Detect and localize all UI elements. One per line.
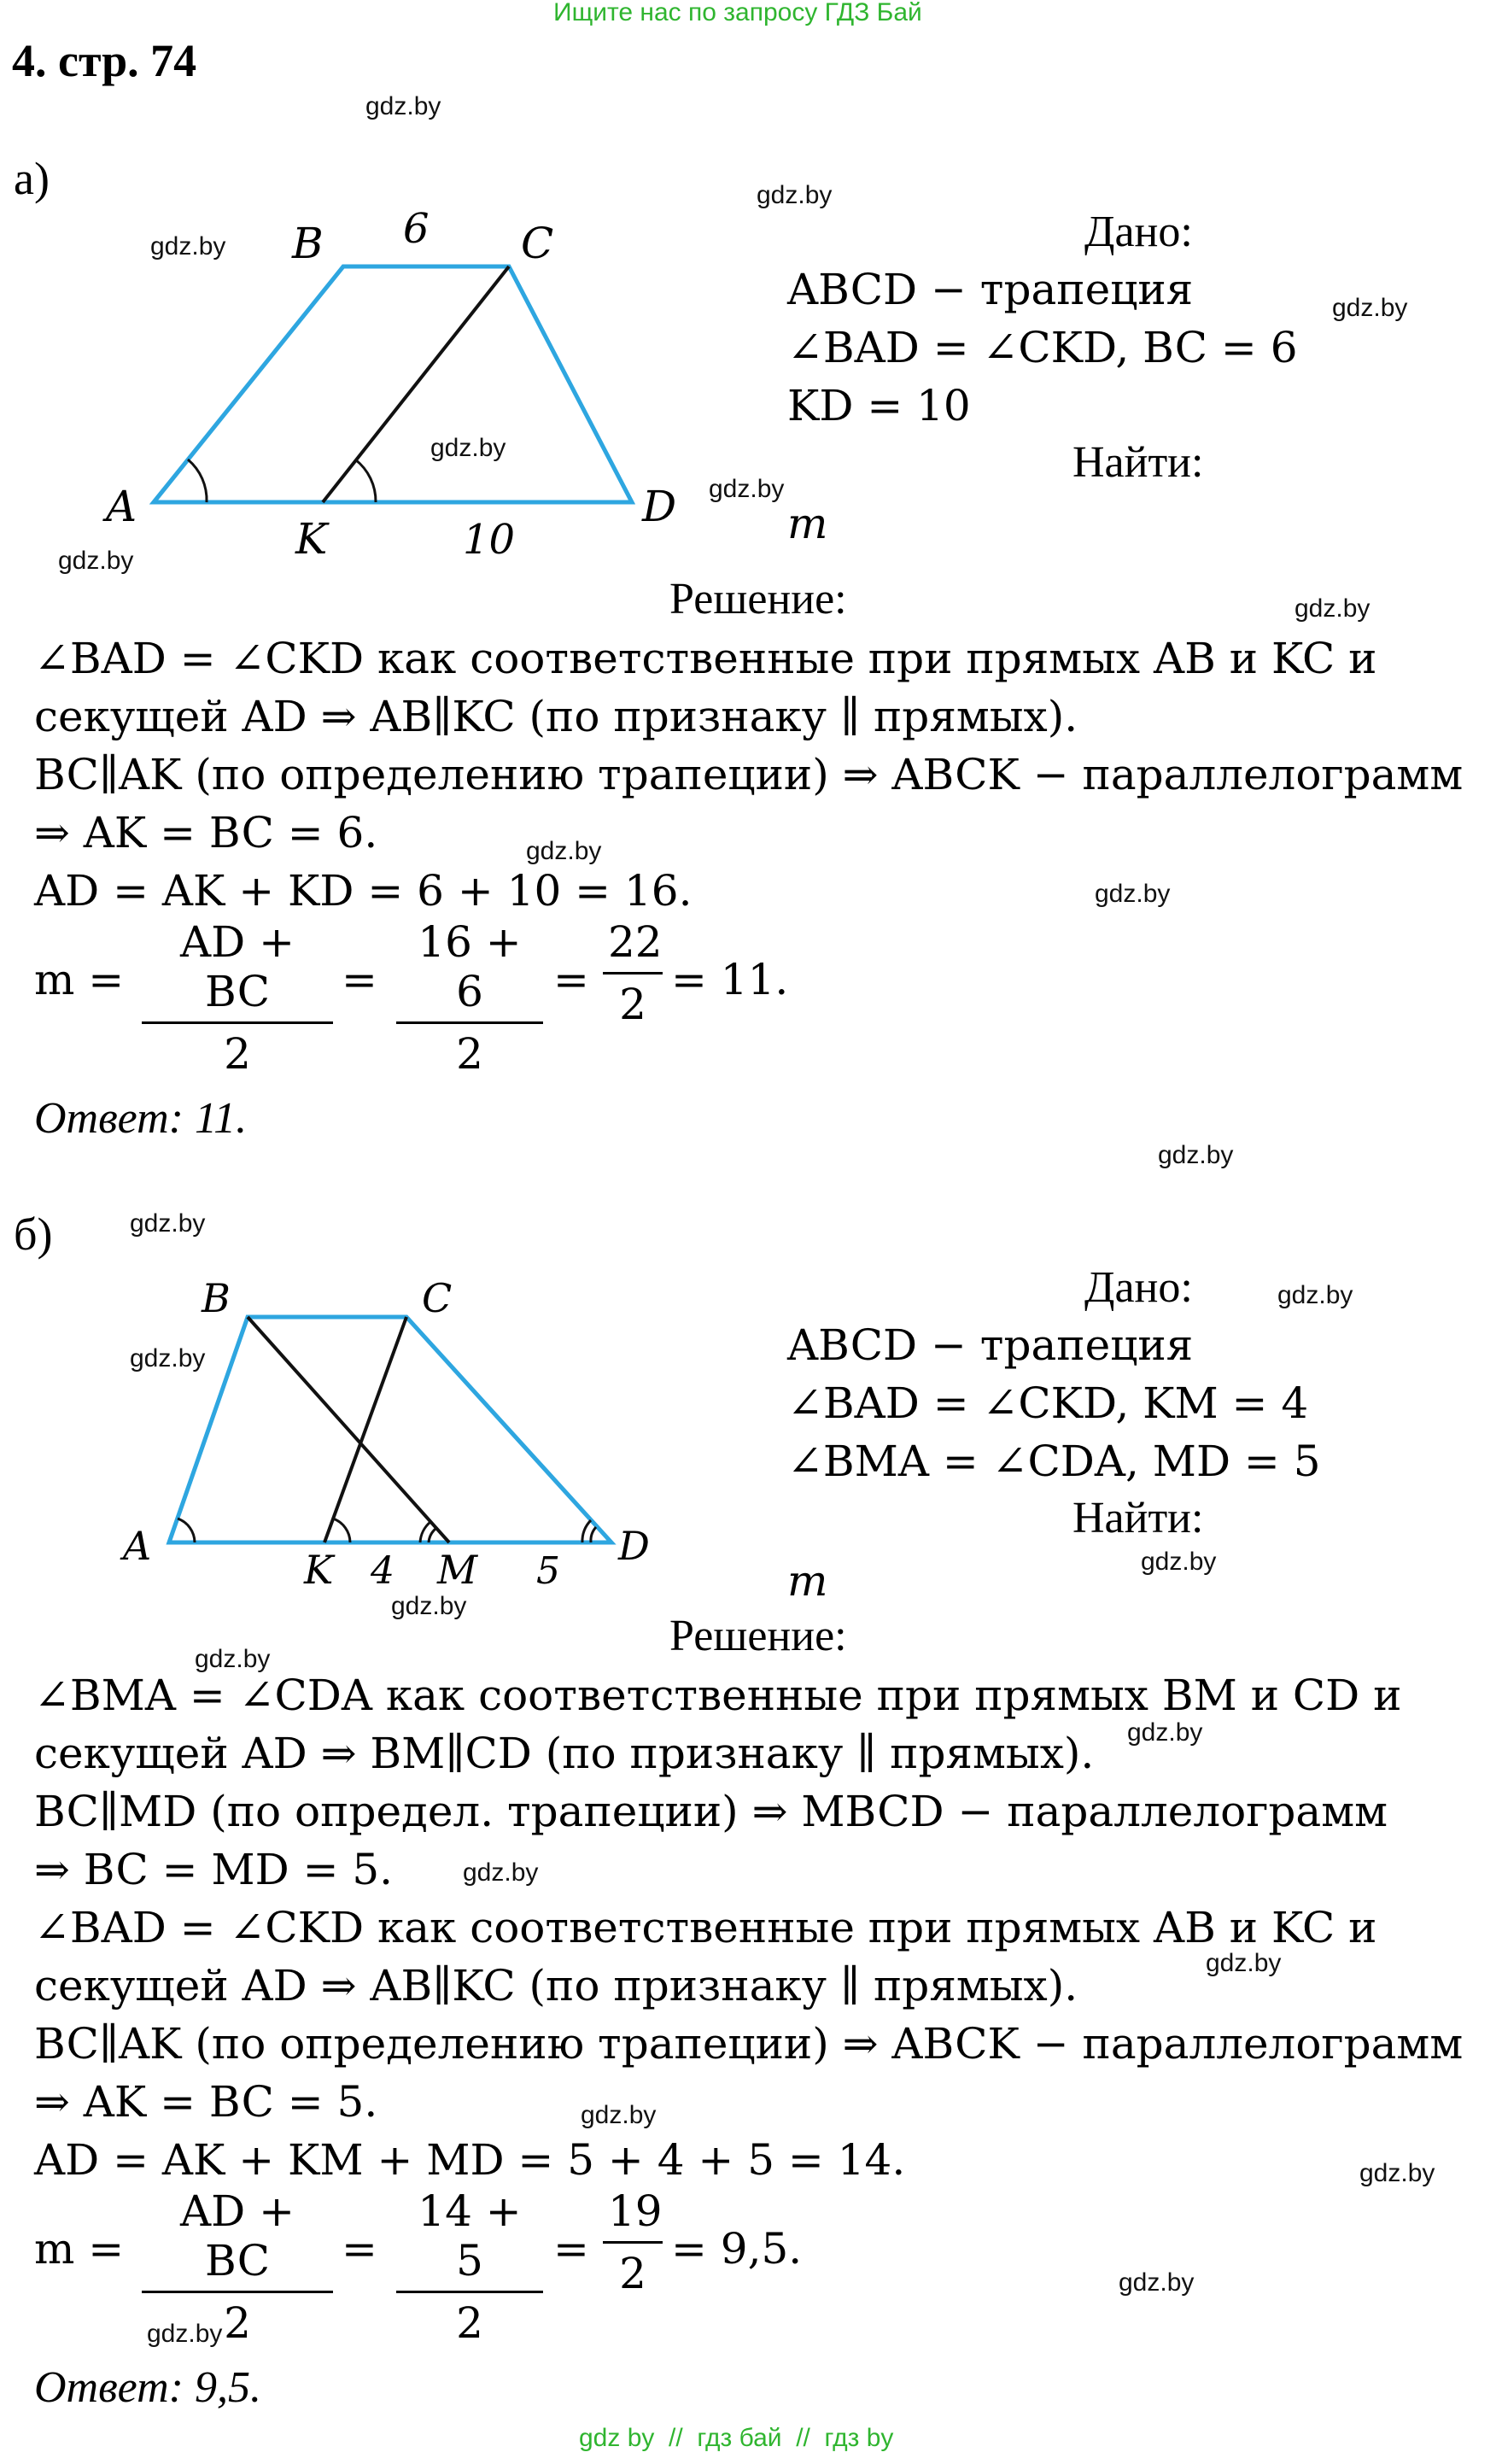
part-b-label: б): [14, 1209, 53, 1260]
solution-line: ⇒ AK = BC = 5.: [34, 2077, 378, 2127]
watermark: gdz.by: [1095, 880, 1171, 908]
watermark: gdz.by: [391, 1592, 467, 1620]
watermark: gdz.by: [1127, 1718, 1203, 1747]
watermark: gdz.by: [58, 547, 134, 575]
fraction-numerator: 19: [603, 2186, 663, 2244]
equals-sign: =: [553, 955, 589, 1004]
fraction-numerator: 16 + 6: [396, 917, 543, 1024]
watermark: gdz.by: [1277, 1281, 1353, 1309]
equals-sign: =: [342, 955, 377, 1004]
solution-line: ∠BAD = ∠CKD как соответственные при прямых AB и KC и: [34, 1903, 1377, 1952]
fraction-numerator: AD + BC: [142, 917, 333, 1024]
solution-line: секущей AD ⇒ AB∥KC (по признаку ∥ прямых).: [34, 692, 1078, 741]
find-header: Найти:: [1072, 1494, 1204, 1542]
watermark: gdz.by: [430, 434, 506, 462]
watermark: gdz.by: [463, 1858, 539, 1887]
solution-line: секущей AD ⇒ BM∥CD (по признаку ∥ прямых).: [34, 1729, 1095, 1778]
solution-line: секущей AD ⇒ AB∥KC (по признаку ∥ прямых).: [34, 1961, 1078, 2010]
given-line: ABCD − трапеция: [787, 1320, 1194, 1370]
formula-result: = 11.: [671, 955, 789, 1004]
watermark: gdz.by: [1332, 294, 1408, 322]
given-line: ∠BAD = ∠CKD, KM = 4: [787, 1378, 1309, 1428]
fraction-denominator: 2: [456, 1029, 483, 1079]
part-b-figure: [116, 1273, 671, 1597]
given-line: ABCD − трапеция: [787, 265, 1194, 314]
fraction: [396, 2186, 543, 2348]
vertex-k-label: K: [304, 1547, 334, 1593]
watermark: gdz.by: [581, 2101, 657, 2129]
watermark: gdz.by: [757, 181, 833, 209]
solution-line: BC∥MD (по определ. трапеции) ⇒ MBCD − параллелограмм: [34, 1787, 1388, 1836]
watermark: gdz.by: [709, 475, 785, 503]
fraction-denominator: 2: [224, 2298, 251, 2348]
part-a-label: а): [14, 153, 50, 204]
watermark: gdz.by: [526, 837, 602, 865]
watermark: gdz.by: [130, 1209, 206, 1238]
fraction-denominator: 2: [619, 2249, 646, 2298]
watermark: gdz.by: [365, 92, 441, 120]
fraction: [396, 917, 543, 1079]
vertex-a-label: A: [106, 482, 137, 531]
top-banner[interactable]: Ищите нас по запросу ГДЗ Бай: [553, 0, 922, 26]
given-line: ∠BMA = ∠CDA, MD = 5: [787, 1437, 1321, 1486]
part-a-figure: [94, 205, 692, 572]
given-header: Дано:: [1084, 1263, 1193, 1312]
fraction: [603, 2186, 663, 2298]
formula-m: m =: [34, 955, 125, 1004]
solution-line: AD = AK + KD = 6 + 10 = 16.: [34, 866, 693, 916]
vertex-k-label: K: [295, 514, 328, 564]
vertex-b-label: B: [292, 219, 324, 268]
vertex-c-label: C: [422, 1275, 453, 1321]
equals-sign: =: [342, 2224, 377, 2274]
vertex-a-label: A: [123, 1523, 152, 1569]
solution-line: ⇒ AK = BC = 6.: [34, 808, 378, 857]
solution-line: ⇒ BC = MD = 5.: [34, 1845, 394, 1894]
equals-sign: =: [553, 2224, 589, 2274]
vertex-d-label: D: [618, 1523, 650, 1569]
watermark: gdz.by: [195, 1645, 271, 1673]
fraction-denominator: 2: [456, 2298, 483, 2348]
watermark: gdz.by: [130, 1344, 206, 1372]
exercise-title: 4. стр. 74: [12, 35, 197, 86]
watermark: gdz.by: [1141, 1548, 1217, 1576]
given-line: KD = 10: [787, 381, 971, 430]
solution-header: Решение:: [669, 1612, 847, 1660]
side-bc-length: 6: [403, 205, 430, 253]
answer: Ответ: 11.: [34, 1094, 248, 1143]
find-value: m: [787, 1556, 828, 1606]
watermark: gdz.by: [147, 2320, 223, 2348]
segment-km-length: 4: [371, 1549, 394, 1593]
solution-header: Решение:: [669, 575, 847, 623]
solution-line: BC∥AK (по определению трапеции) ⇒ ABCK − параллелограмм: [34, 2019, 1464, 2069]
bottom-banner[interactable]: gdz by // гдз бай // гдз by: [579, 2424, 894, 2452]
fraction-numerator: 14 + 5: [396, 2186, 543, 2293]
segment-md-length: 5: [536, 1549, 560, 1593]
watermark: gdz.by: [1158, 1141, 1234, 1169]
watermark: gdz.by: [1119, 2268, 1195, 2297]
find-header: Найти:: [1072, 438, 1204, 487]
formula-result: = 9,5.: [671, 2224, 803, 2274]
answer: Ответ: 9,5.: [34, 2363, 261, 2412]
vertex-b-label: B: [202, 1275, 231, 1321]
watermark: gdz.by: [1295, 594, 1371, 623]
fraction-numerator: AD + BC: [142, 2186, 333, 2293]
solution-line: ∠BMA = ∠CDA как соответственные при прямых BM и CD и: [34, 1671, 1402, 1720]
vertex-d-label: D: [642, 482, 677, 531]
watermark: gdz.by: [1359, 2159, 1435, 2187]
vertex-m-label: M: [437, 1547, 478, 1593]
fraction-denominator: 2: [619, 980, 646, 1029]
solution-line: BC∥AK (по определению трапеции) ⇒ ABCK − параллелограмм: [34, 750, 1464, 799]
solution-line: AD = AK + KM + MD = 5 + 4 + 5 = 14.: [34, 2135, 906, 2185]
fraction-denominator: 2: [224, 1029, 251, 1079]
given-header: Дано:: [1084, 208, 1193, 256]
fraction: [142, 917, 333, 1079]
find-value: m: [787, 499, 828, 548]
formula-m: m =: [34, 2224, 125, 2274]
vertex-c-label: C: [521, 219, 554, 268]
fraction-numerator: 22: [603, 917, 663, 974]
fraction: [603, 917, 663, 1029]
solution-line: ∠BAD = ∠CKD как соответственные при прямых AB и KC и: [34, 634, 1377, 683]
side-kd-length: 10: [463, 516, 516, 564]
fraction: [142, 2186, 333, 2348]
watermark: gdz.by: [150, 232, 226, 260]
watermark: gdz.by: [1206, 1949, 1282, 1977]
given-line: ∠BAD = ∠CKD, BC = 6: [787, 323, 1298, 372]
